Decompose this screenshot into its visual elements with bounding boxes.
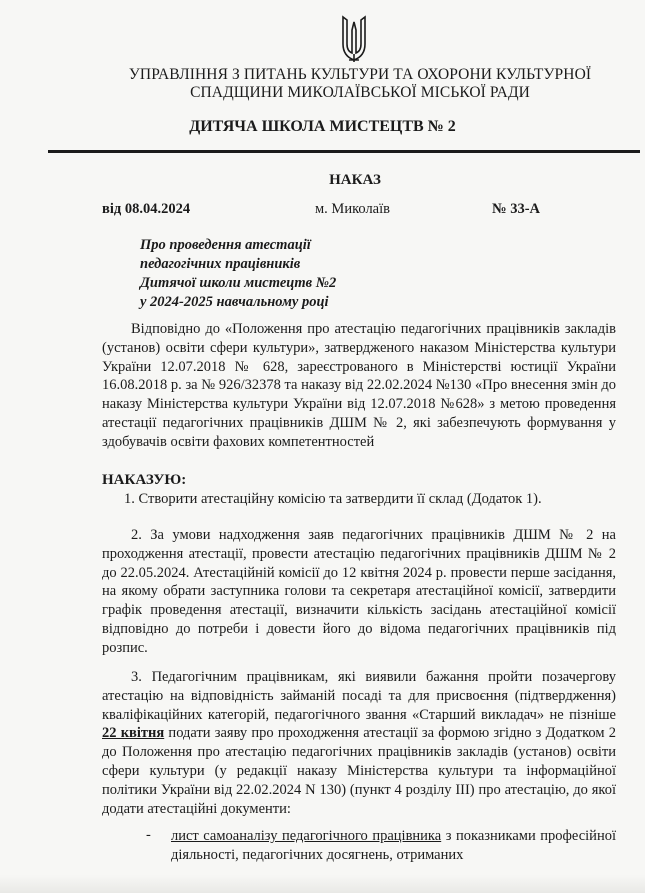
order-city: м. Миколаїв xyxy=(315,201,390,217)
org-name-line2: СПАДЩИНИ МИКОЛАЇВСЬКОЇ МІСЬКОЇ РАДИ xyxy=(190,84,530,101)
order-title: НАКАЗ xyxy=(329,172,381,188)
order-item-3 xyxy=(102,668,616,818)
item3-text-part2: подати заяву про проходження атестації за формою згідно з Додатком 2 до Положення про атестацію педагогічних працівників закладів (установ) освіти сфери культури (у редакції наказу Міністерства культури та інформаційної політики України від 22.02.2024 N 130) (пункт 4 розділу ІІІ) про атестацію, до якої додати атестаційні документи: xyxy=(102,725,616,817)
order-item-2: 2. За умови надходження заяв педагогічних працівників ДШМ № 2 на проходження атестації, провести атестацію педагогічних працівників ДШМ № 2 до 22.05.2024. Атестаційній комісії до 12 квітня 2024 р. провести перше засідання, на якому обрати заступника голови та секретаря атестаційної комісії, затвердити графік проведення атестації, визначити кількість засідань атестаційної комісії відповідно до потреби і довести його до відома педагогічних працівників під розпис. xyxy=(102,527,616,656)
order-date: від 08.04.2024 xyxy=(102,201,191,217)
order-directive-heading: НАКАЗУЮ: xyxy=(102,472,187,488)
documents-item-rest: з показниками професійної діяльності, педагогічних досягнень, отриманих xyxy=(171,828,616,863)
subject-line: Дитячої школи мистецтв №2 xyxy=(140,275,337,291)
school-name: ДИТЯЧА ШКОЛА МИСТЕЦТВ № 2 xyxy=(189,118,456,135)
documents-item-underlined: лист самоаналізу педагогічного працівника xyxy=(171,828,442,844)
subject-line: у 2024-2025 навчальному році xyxy=(140,294,329,310)
org-name-line1: УПРАВЛІННЯ З ПИТАНЬ КУЛЬТУРИ ТА ОХОРОНИ КУЛЬТУРНОЇ xyxy=(128,66,592,83)
trident-icon xyxy=(340,14,368,64)
documents-list-item xyxy=(171,827,616,865)
order-number: № 33-А xyxy=(492,201,540,217)
item3-text-part1: 3. Педагогічним працівникам, які виявили бажання пройти позачергову атестацію на відповідність займаній посаді та для присвоєння (підтвердження) кваліфікаційних категорій, педагогічного звання «Старший викладач» не пізніше xyxy=(102,669,616,723)
subject-line: педагогічних працівників xyxy=(140,256,301,272)
order-item-1: 1. Створити атестаційну комісію та затвердити її склад (Додаток 1). xyxy=(124,491,542,507)
page-bottom-edge xyxy=(0,875,645,893)
item3-deadline: 22 квітня xyxy=(102,725,165,742)
order-subject xyxy=(140,236,336,312)
subject-line: Про проведення атестації xyxy=(140,237,311,253)
header-divider xyxy=(48,150,640,153)
list-dash: - xyxy=(146,827,151,843)
preamble-paragraph: Відповідно до «Положення про атестацію педагогічних працівників закладів (установ) освіти сфери культури», затвердженого наказом Міністерства культури України 12.07.2018 № 628, зареєстрованого в Міністерстві юстиції України 16.08.2018 р. за № 926/32378 та наказу від 22.02.2024 №130 «Про внесення змін до наказу Міністерства культури України від 12.07.2018 №628» з метою проведення атестації педагогічних працівників ДШМ № 2, які забезпечують формування у здобувачів освіти фахових компетентностей xyxy=(102,321,616,450)
